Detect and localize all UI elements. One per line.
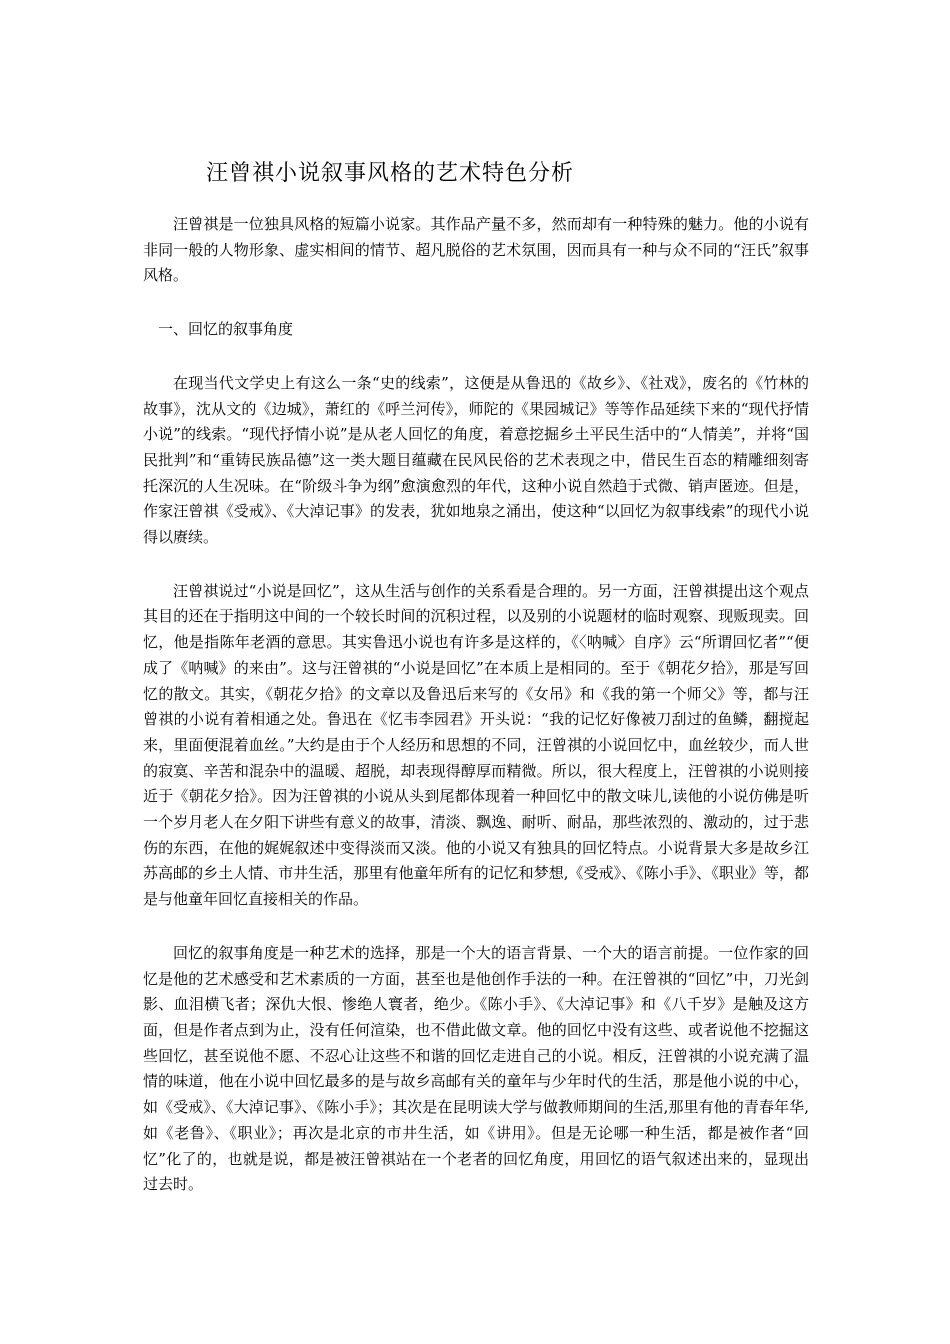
document-title: 汪曾祺小说叙事风格的艺术特色分析 [206, 161, 575, 186]
body-paragraph: 在现当代文学史上有这么一条“史的线索”，这便是从鲁迅的《故乡》、《社戏》，废名的《竹林的故事》，沈从文的《边城》，萧红的《呼兰河传》，师陀的《果园城记》等等作品延续下来的“现代抒情小说”的线索。“现代抒情小说”是从老人回忆的角度，着意挖掘乡土平民生活中的“人情美”，并将“国民批判”和“重铸民族品德”这一类大题目蕴藏在民风民俗的艺术表现之中，借民生百态的精雕细刻寄托深沉的人生况味。在“阶级斗争为纲”愈演愈烈的年代，这种小说自然趋于式微、销声匿迹。但是，作家汪曾祺《受戒》、《大淖记事》的发表，犹如地泉之涌出，使这种“以回忆为叙事线索”的现代小说得以赓续。 [143, 373, 809, 547]
document-body [143, 212, 809, 1226]
body-paragraph: 回忆的叙事角度是一种艺术的选择，那是一个大的语言背景、一个大的语言前提。一位作家的回忆是他的艺术感受和艺术素质的一方面，甚至也是他创作手法的一种。在汪曾祺的“回忆”中，刀光剑影、血泪横飞者；深仇大恨、惨绝人寰者，绝少。《陈小手》、《大淖记事》和《八千岁》是触及这方面，但是作者点到为止，没有任何渲染，也不借此做文章。他的回忆中没有这些、或者说他不挖掘这些回忆，甚至说他不愿、不忍心让这些不和谐的回忆走进自己的小说。相反，汪曾祺的小说充满了温情的味道，他在小说中回忆最多的是与故乡高邮有关的童年与少年时代的生活，那是他小说的中心，如《受戒》、《大淖记事》、《陈小手》；其次是在昆明读大学与做教师期间的生活,那里有他的青春年华,如《老鲁》、《职业》；再次是北京的市井生活，如《讲用》。但是无论哪一种生活，都是被作者“回忆”化了的，也就是说，都是被汪曾祺站在一个老者的回忆角度，用回忆的语气叙述出来的，显现出过去时。 [143, 943, 809, 1194]
body-paragraph: 汪曾祺说过“小说是回忆”，这从生活与创作的关系看是合理的。另一方面，汪曾祺提出这个观点其目的还在于指明这中间的一个较长时间的沉积过程，以及别的小说题材的临时观察、现贩现卖。回忆，他是指陈年老酒的意思。其实鲁迅小说也有许多是这样的，《〈呐喊〉自序》云“所谓回忆者”“便成了《呐喊》的来由”。这与汪曾祺的“小说是回忆”在本质上是相同的。至于《朝花夕拾》，那是写回忆的散文。其实，《朝花夕拾》的文章以及鲁迅后来写的《女吊》和《我的第一个师父》等，都与汪曾祺的小说有着相通之处。鲁迅在《忆韦李园君》开头说：“我的记忆好像被刀刮过的鱼鳞，翻搅起来，里面便混着血丝。”大约是由于个人经历和思想的不同，汪曾祺的小说回忆中，血丝较少，而人世的寂寞、辛苦和混杂中的温暖、超脱，却表现得醇厚而精微。所以，很大程度上，汪曾祺的小说则接近于《朝花夕拾》。因为汪曾祺的小说从头到尾都体现着一种回忆中的散文味儿,读他的小说仿佛是听一个岁月老人在夕阳下讲些有意义的故事，清淡、飘逸、耐听、耐品，那些浓烈的、激动的，过于悲伤的东西，在他的娓娓叙述中变得淡而又淡。他的小说又有独具的回忆特点。小说背景大多是故乡江苏高邮的乡土人情、市井生活，那里有他童年所有的记忆和梦想,《受戒》、《陈小手》、《职业》等，都是与他童年回忆直接相关的作品。 [143, 581, 809, 909]
intro-paragraph: 汪曾祺是一位独具风格的短篇小说家。其作品产量不多，然而却有一种特殊的魅力。他的小说有非同一般的人物形象、虚实相间的情节、超凡脱俗的艺术氛围，因而具有一种与众不同的“汪氏”叙事风格。 [143, 215, 809, 285]
section-heading: 一、回忆的叙事角度 [158, 320, 294, 339]
